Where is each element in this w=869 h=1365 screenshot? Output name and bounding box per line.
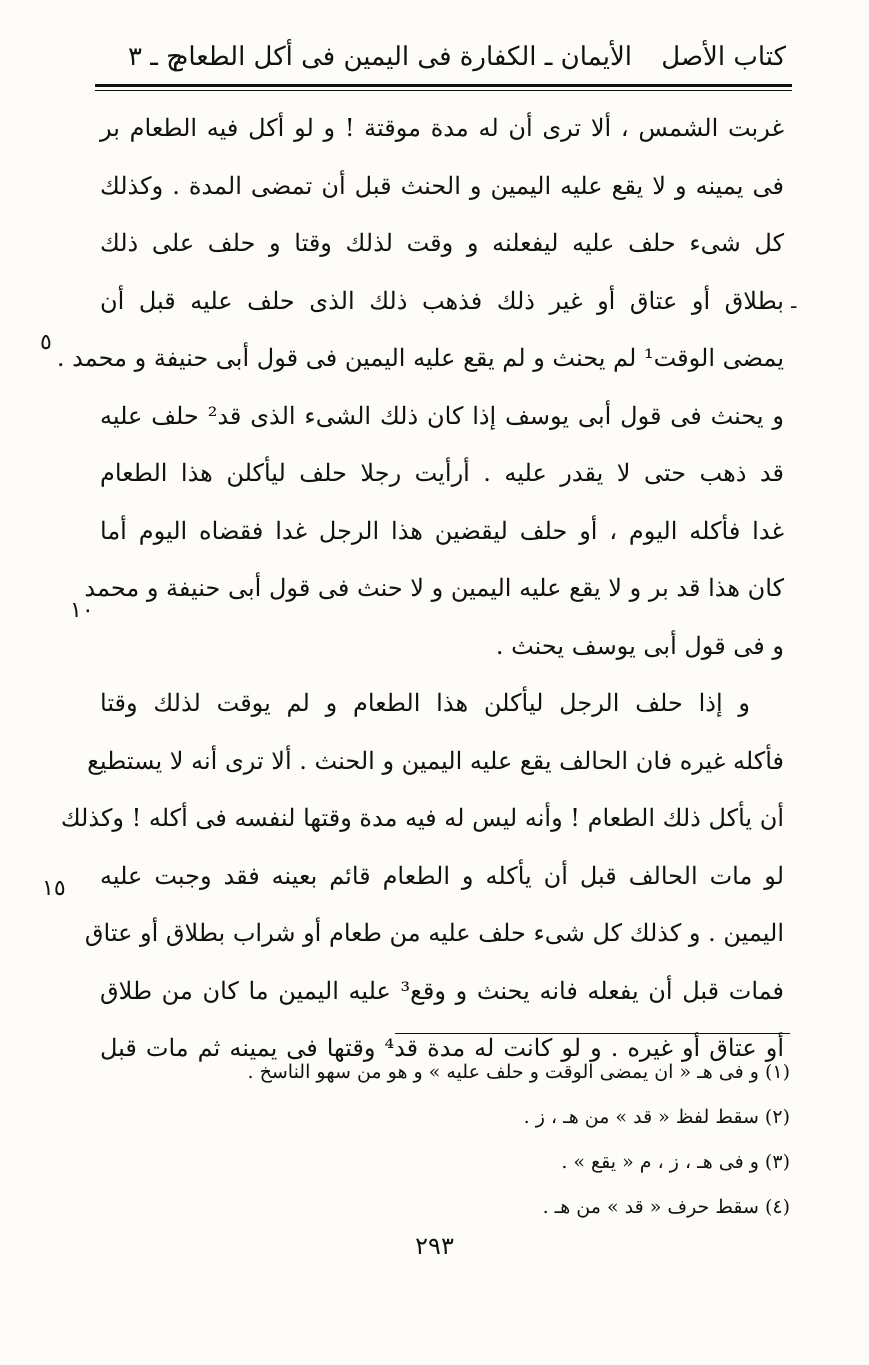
text-line: أن يأكل ذلك الطعام ! وأنه ليس له فيه مدة وقتها لنفسه فى أكله ! وكذلك	[60, 804, 784, 832]
text-line: غربت الشمس ، ألا ترى أن له مدة موقتة ! و لو أكل فيه الطعام بر	[100, 114, 784, 142]
volume-number: ج ـ ٣	[128, 42, 183, 72]
text-line: لو مات الحالف قبل أن يأكله و الطعام قائم بعينه فقد وجبت عليه	[100, 861, 784, 890]
margin-dash: -	[790, 294, 798, 319]
header-rule-thick	[95, 84, 792, 87]
book-title: كتاب الأصل	[661, 42, 786, 72]
text-line: و إذا حلف الرجل ليأكلن هذا الطعام و لم يوقت لذلك وقتا	[100, 689, 750, 717]
text-line: و فى قول أبى يوسف يحنث .	[495, 631, 784, 660]
line-number-marker: ٥	[40, 330, 52, 355]
text-line: يمضى الوقت¹ لم يحنث و لم يقع عليه اليمين فى قول أبى حنيفة و محمد .	[56, 344, 784, 372]
footnotes	[140, 1050, 790, 1230]
text-line: غدا فأكله اليوم ، أو حلف ليقضين هذا الرجل غدا فقضاه اليوم أما	[100, 516, 784, 545]
text-line: أو عتاق أو غيره . و لو كانت له مدة قد⁴ وقتها فى يمينه ثم مات قبل	[100, 1034, 784, 1062]
chapter-title: الأيمان ـ الكفارة فى اليمين فى أكل الطعام	[172, 42, 632, 72]
text-line: اليمين . و كذلك كل شىء حلف عليه من طعام أو شراب بطلاق أو عتاق	[84, 919, 784, 947]
line-number-marker: ١٥	[42, 876, 66, 901]
text-line: فمات قبل أن يفعله فانه يحنث و وقع³ عليه اليمين ما كان من طلاق	[100, 976, 784, 1005]
text-line: قد ذهب حتى لا يقدر عليه . أرأيت رجلا حلف ليأكلن هذا الطعام	[100, 459, 784, 487]
running-header	[100, 26, 790, 86]
footnote: (٤) سقط حرف « قد » من هـ .	[542, 1196, 790, 1218]
text-line: كل شىء حلف عليه ليفعلنه و وقت لذلك وقتا و حلف على ذلك	[100, 229, 784, 257]
footnote: (١) و فى هـ « ان يمضى الوقت و حلف عليه » و هو من سهو الناسخ .	[247, 1061, 790, 1083]
line-number-marker: ١٠	[70, 598, 94, 623]
footnote: (٢) سقط لفظ « قد » من هـ ، ز .	[523, 1106, 790, 1128]
page-number: ٢٩٣	[415, 1232, 454, 1260]
footnote: (٣) و فى هـ ، ز ، م « يقع » .	[561, 1151, 790, 1173]
text-line: بطلاق أو عتاق أو غير ذلك فذهب ذلك الذى حلف عليه قبل أن	[100, 286, 784, 315]
text-line: فى يمينه و لا يقع عليه اليمين و الحنث قبل أن تمضى المدة . وكذلك	[100, 171, 784, 200]
header-rule-thin	[95, 90, 792, 91]
text-line: فأكله غيره فان الحالف يقع عليه اليمين و الحنث . ألا ترى أنه لا يستطيع	[87, 746, 784, 775]
footnote-rule	[395, 1033, 790, 1034]
text-line: كان هذا قد بر و لا يقع عليه اليمين و لا حنث فى قول أبى حنيفة و محمد	[84, 574, 784, 602]
text-line: و يحنث فى قول أبى يوسف إذا كان ذلك الشىء الذى قد² حلف عليه	[100, 401, 784, 430]
